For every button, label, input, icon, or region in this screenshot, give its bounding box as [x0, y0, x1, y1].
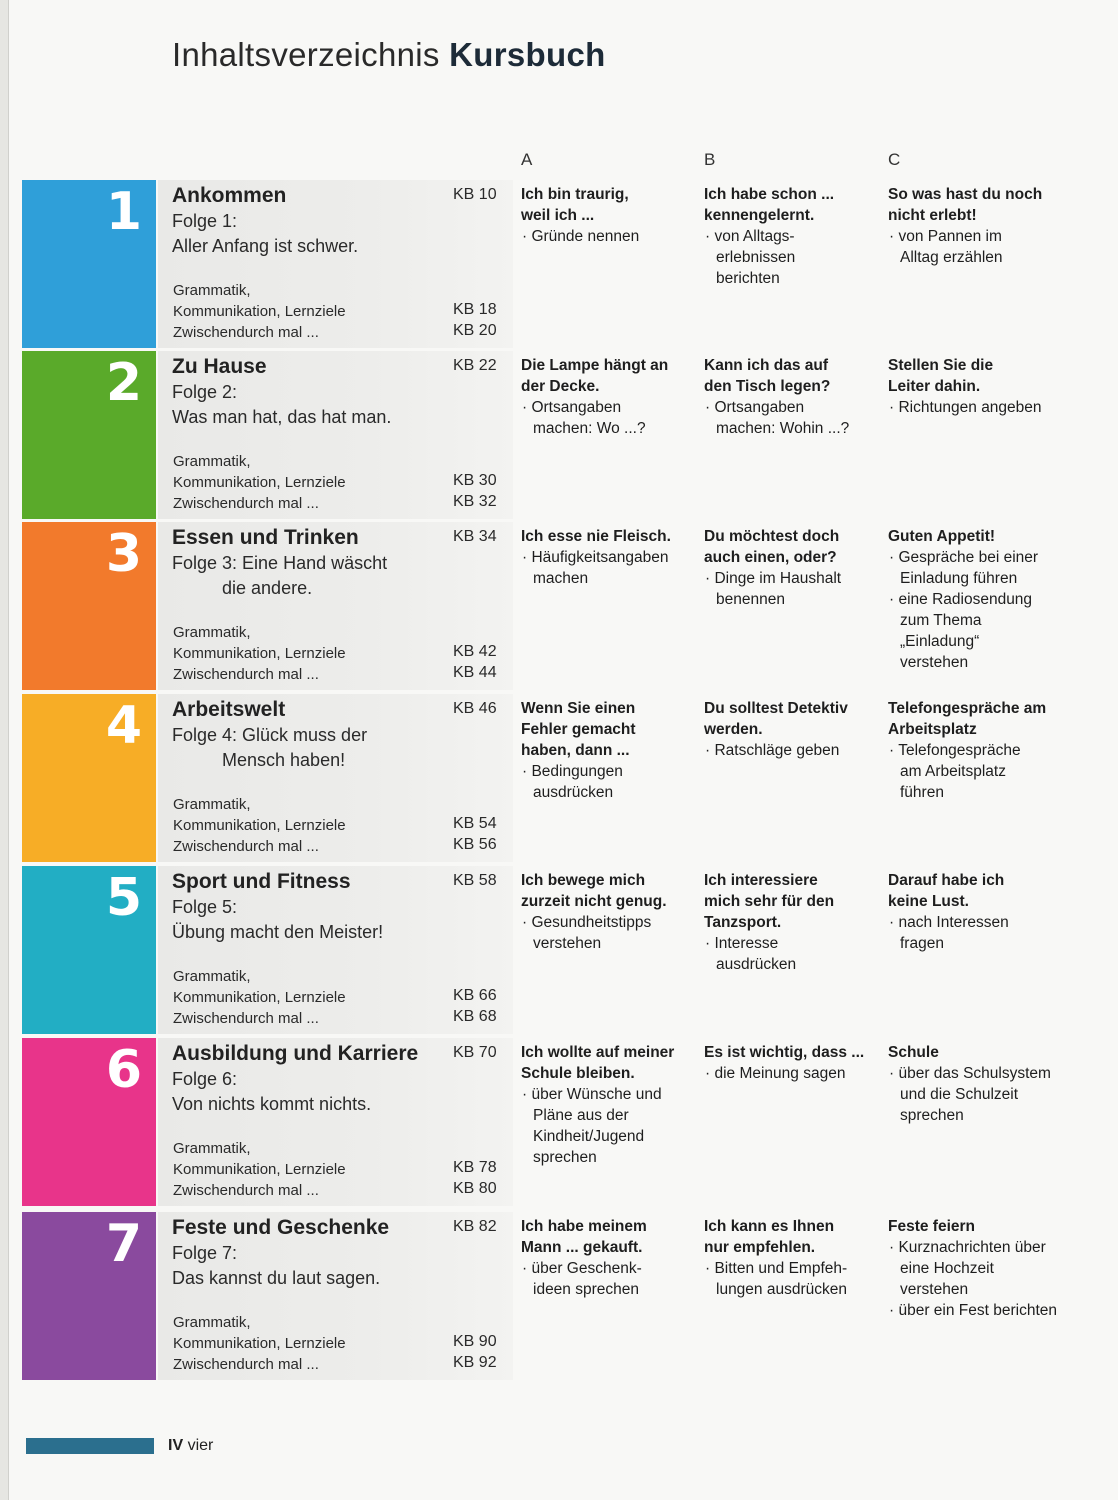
- unit-title: Ankommen: [172, 184, 287, 207]
- unit-row-7: [22, 1212, 1112, 1382]
- unit-title: Essen und Trinken: [172, 526, 359, 549]
- unit-episode: Folge 3: Eine Hand wäscht die andere.: [172, 553, 388, 598]
- lesson-a-cell: [521, 1042, 696, 1168]
- subsection-page-ref: KB 56: [453, 836, 497, 853]
- subsection-page-ref: KB 54: [453, 815, 497, 832]
- unit-episode: Folge 2: Was man hat, das hat man.: [172, 382, 392, 427]
- unit-subsection: Grammatik,: [173, 1314, 251, 1331]
- lesson-goal: · über das Schulsystem und die Schulzeit sprechen: [889, 1065, 1051, 1124]
- unit-page-ref: KB 10: [453, 186, 497, 203]
- lesson-goal: · Kurznachrichten über eine Hochzeit verstehen: [889, 1239, 1046, 1298]
- lesson-b-cell: [704, 698, 879, 761]
- unit-subsection: Kommunikation, Lernziele: [173, 817, 346, 834]
- unit-title: Sport und Fitness: [172, 870, 351, 893]
- lesson-title: Guten Appetit!: [888, 528, 996, 545]
- lesson-goal: · über ein Fest berichten: [889, 1302, 1058, 1319]
- lesson-goal: · Dinge im Haushalt benennen: [705, 570, 842, 608]
- footer-bar: [26, 1438, 154, 1454]
- lesson-b-cell: [704, 1216, 879, 1300]
- subsection-page-ref: KB 42: [453, 643, 497, 660]
- lesson-goal: · Interesse ausdrücken: [705, 935, 797, 973]
- lesson-c-cell: [888, 355, 1063, 418]
- unit-subsection: Zwischendurch mal ...: [173, 495, 319, 512]
- unit-episode: Folge 6: Von nichts kommt nichts.: [172, 1069, 372, 1114]
- unit-color-block: [22, 1038, 156, 1206]
- unit-page-ref: KB 82: [453, 1218, 497, 1235]
- unit-subsection: Zwischendurch mal ...: [173, 1182, 319, 1199]
- unit-episode: Folge 1: Aller Anfang ist schwer.: [172, 211, 359, 256]
- unit-row-2: [22, 351, 1112, 521]
- unit-color-block: [22, 351, 156, 519]
- unit-number: 5: [105, 868, 142, 928]
- unit-page-ref: KB 34: [453, 528, 497, 545]
- lesson-goal: · Telefongespräche am Arbeitsplatz führen: [889, 742, 1021, 801]
- lesson-b-cell: [704, 870, 879, 975]
- lesson-goal: · von Alltags- erlebnissen berichten: [705, 228, 796, 287]
- page-number: IV vier: [168, 1437, 214, 1454]
- lesson-title: Kann ich das auf den Tisch legen?: [704, 357, 831, 395]
- unit-color-block: [22, 522, 156, 690]
- lesson-title: Stellen Sie die Leiter dahin.: [888, 357, 994, 395]
- unit-subsection: Kommunikation, Lernziele: [173, 989, 346, 1006]
- unit-subsection: Kommunikation, Lernziele: [173, 474, 346, 491]
- unit-subsection: Grammatik,: [173, 624, 251, 641]
- lesson-title: Ich habe meinem Mann ... gekauft.: [521, 1218, 647, 1256]
- lesson-title: Du möchtest doch auch einen, oder?: [704, 528, 840, 566]
- unit-number: 3: [105, 524, 142, 584]
- unit-title: Arbeitswelt: [172, 698, 286, 721]
- unit-page-ref: KB 22: [453, 357, 497, 374]
- subsection-page-ref: KB 80: [453, 1180, 497, 1197]
- lesson-c-cell: [888, 1042, 1063, 1126]
- lesson-goal: · von Pannen im Alltag erzählen: [889, 228, 1003, 266]
- lesson-a-cell: [521, 184, 696, 247]
- lesson-title: Ich esse nie Fleisch.: [521, 528, 671, 545]
- unit-subsection: Zwischendurch mal ...: [173, 838, 319, 855]
- column-header-a: A: [521, 150, 533, 169]
- subsection-page-ref: KB 90: [453, 1333, 497, 1350]
- subsection-page-ref: KB 30: [453, 472, 497, 489]
- unit-row-3: [22, 522, 1112, 692]
- subsection-page-ref: KB 66: [453, 987, 497, 1004]
- unit-subsection: Grammatik,: [173, 796, 251, 813]
- unit-title: Zu Hause: [172, 355, 267, 378]
- unit-color-block: [22, 694, 156, 862]
- unit-number: 7: [105, 1214, 142, 1274]
- lesson-title: Wenn Sie einen Fehler gemacht haben, dann ...: [521, 700, 636, 759]
- lesson-title: Ich bewege mich zurzeit nicht genug.: [521, 872, 667, 910]
- unit-number: 2: [105, 353, 142, 413]
- lesson-goal: · Ortsangaben machen: Wo ...?: [522, 399, 646, 437]
- unit-episode: Folge 4: Glück muss der Mensch haben!: [172, 725, 368, 770]
- subsection-page-ref: KB 20: [453, 322, 497, 339]
- lesson-c-cell: [888, 870, 1063, 954]
- unit-page-ref: KB 70: [453, 1044, 497, 1061]
- lesson-title: Die Lampe hängt an der Decke.: [521, 357, 669, 395]
- lesson-goal: · Gespräche bei einer Einladung führen: [889, 549, 1039, 587]
- unit-page-ref: KB 46: [453, 700, 497, 717]
- lesson-goal: · Ortsangaben machen: Wohin ...?: [705, 399, 850, 437]
- unit-subsection: Grammatik,: [173, 968, 251, 985]
- lesson-goal: · Bedingungen ausdrücken: [522, 763, 623, 801]
- unit-title: Ausbildung und Karriere: [172, 1042, 419, 1065]
- lesson-goal: · eine Radiosendung zum Thema „Einladung“ verstehen: [889, 591, 1033, 671]
- unit-row-1: [22, 180, 1112, 350]
- unit-subsection: Grammatik,: [173, 453, 251, 470]
- unit-color-block: [22, 1212, 156, 1380]
- lesson-c-cell: [888, 1216, 1063, 1321]
- unit-subsection: Zwischendurch mal ...: [173, 666, 319, 683]
- subsection-page-ref: KB 44: [453, 664, 497, 681]
- unit-number: 4: [105, 696, 142, 756]
- subsection-page-ref: KB 78: [453, 1159, 497, 1176]
- lesson-a-cell: [521, 526, 696, 589]
- unit-row-6: [22, 1038, 1112, 1208]
- lesson-goal: · Häufigkeitsangaben machen: [522, 549, 669, 587]
- unit-row-4: [22, 694, 1112, 864]
- unit-subsection: Kommunikation, Lernziele: [173, 1335, 346, 1352]
- unit-subsection: Zwischendurch mal ...: [173, 324, 319, 341]
- column-header-b: B: [704, 150, 716, 169]
- page-title: Inhaltsverzeichnis Kursbuch: [172, 36, 606, 73]
- unit-color-block: [22, 180, 156, 348]
- lesson-title: Telefongespräche am Arbeitsplatz: [888, 700, 1047, 738]
- lesson-goal: · über Geschenk- ideen sprechen: [522, 1260, 642, 1298]
- lesson-goal: · Gründe nennen: [522, 228, 640, 245]
- lesson-title: Es ist wichtig, dass ...: [704, 1044, 865, 1061]
- lesson-title: So was hast du noch nicht erlebt!: [888, 186, 1043, 224]
- lesson-title: Darauf habe ich keine Lust.: [888, 872, 1005, 910]
- lesson-goal: · Bitten und Empfeh- lungen ausdrücken: [705, 1260, 848, 1298]
- lesson-b-cell: [704, 1042, 879, 1084]
- unit-subsection: Grammatik,: [173, 1140, 251, 1157]
- lesson-a-cell: [521, 355, 696, 439]
- lesson-a-cell: [521, 1216, 696, 1300]
- unit-title: Feste und Geschenke: [172, 1216, 390, 1239]
- lesson-a-cell: [521, 698, 696, 803]
- subsection-page-ref: KB 92: [453, 1354, 497, 1371]
- unit-subsection: Kommunikation, Lernziele: [173, 303, 346, 320]
- unit-episode: Folge 5: Übung macht den Meister!: [172, 897, 384, 942]
- subsection-page-ref: KB 18: [453, 301, 497, 318]
- lesson-title: Schule: [888, 1044, 939, 1061]
- unit-subsection: Kommunikation, Lernziele: [173, 645, 346, 662]
- lesson-c-cell: [888, 184, 1063, 268]
- unit-color-block: [22, 866, 156, 1034]
- lesson-goal: · Gesundheitstipps verstehen: [522, 914, 652, 952]
- page-binding-edge: [0, 0, 9, 1500]
- unit-number: 6: [105, 1040, 142, 1100]
- lesson-goal: · Ratschläge geben: [705, 742, 840, 759]
- lesson-b-cell: [704, 355, 879, 439]
- subsection-page-ref: KB 32: [453, 493, 497, 510]
- unit-episode: Folge 7: Das kannst du laut sagen.: [172, 1243, 381, 1288]
- lesson-title: Ich kann es Ihnen nur empfehlen.: [704, 1218, 835, 1256]
- lesson-title: Ich habe schon ... kennengelernt.: [704, 186, 835, 224]
- lesson-b-cell: [704, 526, 879, 610]
- lesson-goal: · die Meinung sagen: [705, 1065, 846, 1082]
- unit-subsection: Zwischendurch mal ...: [173, 1010, 319, 1027]
- lesson-b-cell: [704, 184, 879, 289]
- lesson-title: Ich wollte auf meiner Schule bleiben.: [521, 1044, 675, 1082]
- lesson-goal: · nach Interessen fragen: [889, 914, 1009, 952]
- unit-subsection: Kommunikation, Lernziele: [173, 1161, 346, 1178]
- unit-row-5: [22, 866, 1112, 1036]
- unit-subsection: Zwischendurch mal ...: [173, 1356, 319, 1373]
- lesson-c-cell: [888, 526, 1063, 673]
- unit-page-ref: KB 58: [453, 872, 497, 889]
- unit-number: 1: [105, 182, 142, 242]
- lesson-a-cell: [521, 870, 696, 954]
- lesson-goal: · über Wünsche und Pläne aus der Kindheit/Jugend sprechen: [522, 1086, 662, 1166]
- unit-subsection: Grammatik,: [173, 282, 251, 299]
- lesson-title: Ich bin traurig, weil ich ...: [521, 186, 629, 224]
- lesson-c-cell: [888, 698, 1063, 803]
- lesson-title: Feste feiern: [888, 1218, 976, 1235]
- subsection-page-ref: KB 68: [453, 1008, 497, 1025]
- lesson-goal: · Richtungen angeben: [889, 399, 1042, 416]
- lesson-title: Ich interessiere mich sehr für den Tanzsport.: [704, 872, 835, 931]
- column-header-c: C: [888, 150, 901, 169]
- lesson-title: Du solltest Detektiv werden.: [704, 700, 848, 738]
